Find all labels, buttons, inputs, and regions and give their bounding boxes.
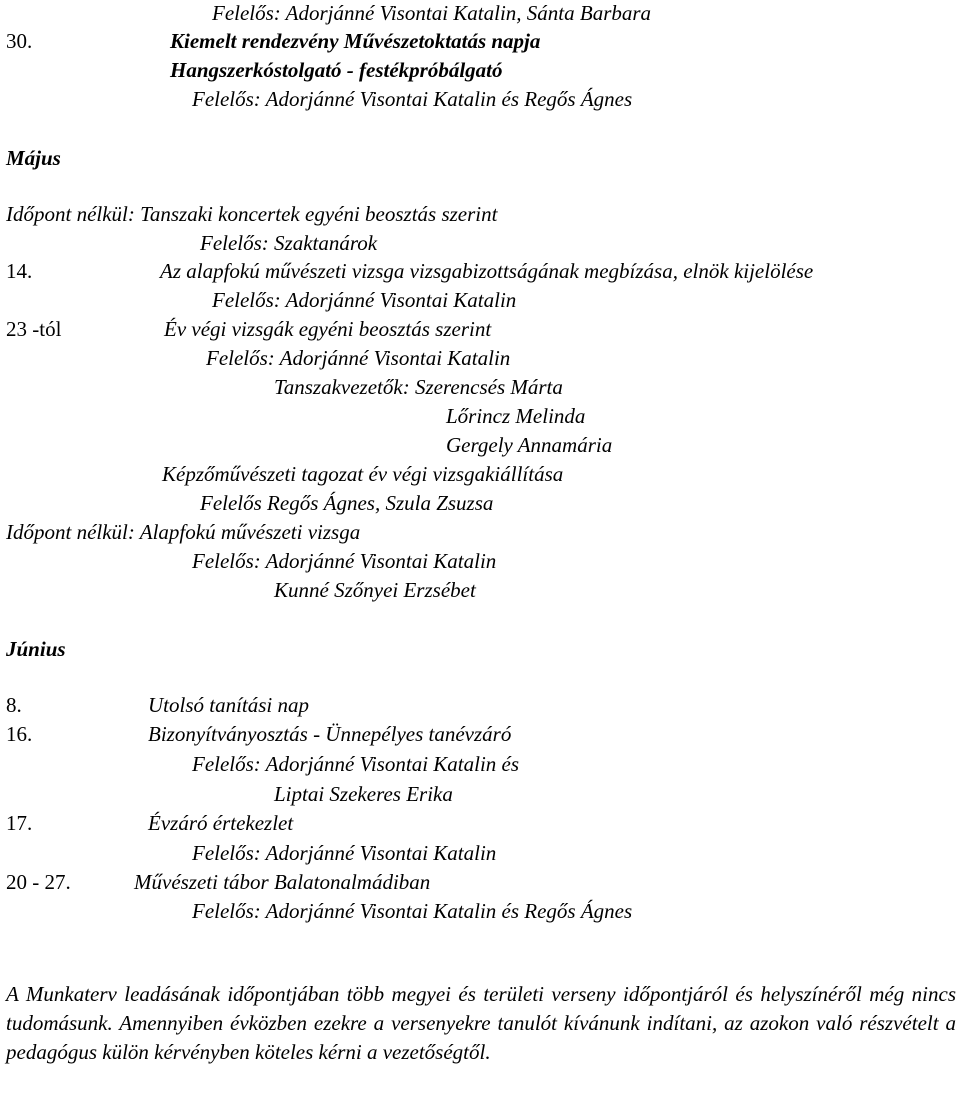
responsible-line: Felelős: Adorjánné Visontai Katalin	[192, 841, 497, 865]
date-label: 30.	[6, 29, 33, 53]
event-line: Utolsó tanítási nap	[148, 693, 310, 717]
responsible-name: Liptai Szekeres Erika	[274, 782, 453, 806]
event-line: Képzőművészeti tagozat év végi vizsgakiállítása	[162, 462, 564, 486]
month-heading-may: Május	[6, 146, 61, 170]
date-label: 14.	[6, 259, 33, 283]
responsible-line: Felelős: Adorjánné Visontai Katalin	[206, 346, 511, 370]
closing-paragraph: A Munkaterv leadásának időpontjában több megyei és területi verseny időpontjáról és helyszínéről még nincs tudomásunk. Amennyiben évközben ezekre a versenyekre tanulót kívánunk indítani, az azokon való részvételt a pedagógus külön kérvényben köteles kérni a vezetőségtől.	[6, 982, 956, 1064]
date-label: 23 -tól	[6, 317, 62, 341]
responsible-line: Felelős: Adorjánné Visontai Katalin és Regős Ágnes	[192, 87, 633, 111]
date-label: 16.	[6, 722, 33, 746]
event-subtitle: Hangszerkóstolgató - festékpróbálgató	[170, 58, 503, 82]
department-heads-line: Tanszakvezetők: Szerencsés Márta	[274, 375, 563, 399]
responsible-line: Felelős: Szaktanárok	[200, 231, 378, 255]
event-line: Bizonyítványosztás - Ünnepélyes tanévzáró	[148, 722, 512, 746]
event-title: Kiemelt rendezvény Művészetoktatás napja	[170, 29, 541, 53]
responsible-line: Felelős: Adorjánné Visontai Katalin és	[192, 752, 520, 776]
date-label: 17.	[6, 811, 33, 835]
date-label: 20 - 27.	[6, 870, 71, 894]
department-head-name: Gergely Annamária	[446, 433, 613, 457]
responsible-line: Felelős Regős Ágnes, Szula Zsuzsa	[200, 491, 494, 515]
event-line: Évzáró értekezlet	[148, 811, 294, 835]
responsible-line: Felelős: Adorjánné Visontai Katalin és Regős Ágnes	[192, 899, 633, 923]
responsible-line: Felelős: Adorjánné Visontai Katalin	[212, 288, 517, 312]
event-line: Időpont nélkül: Tanszaki koncertek egyéni beosztás szerint	[6, 202, 498, 226]
event-line: Időpont nélkül: Alapfokú művészeti vizsga	[6, 520, 361, 544]
event-line: Év végi vizsgák egyéni beosztás szerint	[164, 317, 492, 341]
responsible-line: Felelős: Adorjánné Visontai Katalin, Sánta Barbara	[212, 1, 652, 25]
event-line: Művészeti tábor Balatonalmádiban	[134, 870, 431, 894]
month-heading-june: Június	[6, 637, 66, 661]
date-label: 8.	[6, 693, 22, 717]
department-head-name: Lőrincz Melinda	[446, 404, 586, 428]
responsible-line: Felelős: Adorjánné Visontai Katalin	[192, 549, 497, 573]
responsible-name: Kunné Szőnyei Erzsébet	[274, 578, 476, 602]
event-line: Az alapfokú művészeti vizsga vizsgabizottságának megbízása, elnök kijelölése	[160, 259, 814, 283]
